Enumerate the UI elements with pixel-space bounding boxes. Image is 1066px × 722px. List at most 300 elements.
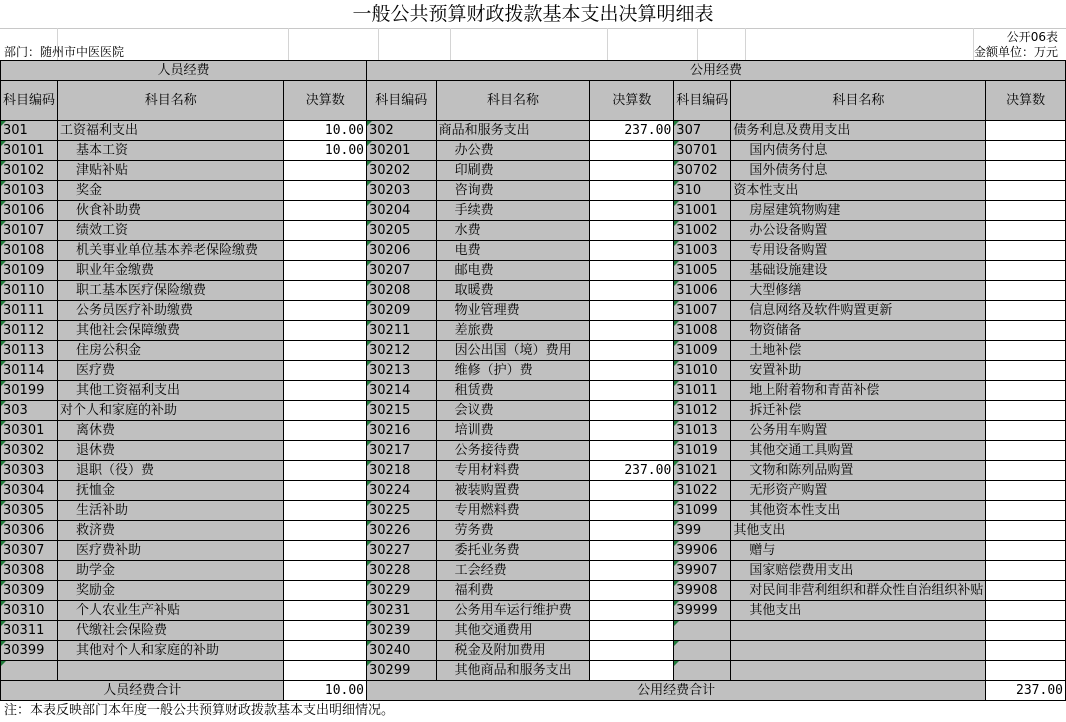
public-goods-item-amount [590, 621, 674, 641]
public-other-item-name: 办公设备购置 [731, 221, 986, 241]
public-other-item-name: 安置补助 [731, 361, 986, 381]
public-other-item-amount [986, 401, 1066, 421]
public-other-item-name [731, 641, 986, 661]
public-goods-item-amount [590, 581, 674, 601]
public-other-item-amount [986, 261, 1066, 281]
personnel-item-code: 30311 [1, 621, 58, 641]
public-other-item-code: 39906 [674, 541, 731, 561]
personnel-item-amount [284, 281, 367, 301]
public-other-item-code: 31002 [674, 221, 731, 241]
table-row [1, 241, 1066, 261]
public-other-item-name: 大型修缮 [731, 281, 986, 301]
personnel-item-name: 津贴补贴 [58, 161, 284, 181]
public-other-item-amount [986, 161, 1066, 181]
public-other-item-name: 无形资产购置 [731, 481, 986, 501]
public-other-item-name: 债务利息及费用支出 [731, 121, 986, 141]
personnel-item-name: 医疗费 [58, 361, 284, 381]
section-header-row [1, 61, 1066, 81]
public-goods-item-code: 30218 [367, 461, 437, 481]
title-divider [0, 28, 1066, 29]
personnel-item-code: 30304 [1, 481, 58, 501]
public-goods-item-amount [590, 301, 674, 321]
public-other-item-name: 赠与 [731, 541, 986, 561]
personnel-item-code: 30199 [1, 381, 58, 401]
public-other-item-code: 39999 [674, 601, 731, 621]
personnel-item-code: 30301 [1, 421, 58, 441]
personnel-item-code [1, 661, 58, 681]
personnel-item-name: 其他工资福利支出 [58, 381, 284, 401]
personnel-item-name: 工资福利支出 [58, 121, 284, 141]
public-other-item-amount [986, 281, 1066, 301]
personnel-item-amount [284, 341, 367, 361]
public-other-item-amount [986, 441, 1066, 461]
public-goods-item-code: 30240 [367, 641, 437, 661]
header-code: 科目编码 [674, 81, 731, 121]
personnel-item-amount [284, 461, 367, 481]
table-row [1, 441, 1066, 461]
public-goods-item-code: 30226 [367, 521, 437, 541]
public-other-item-name: 国内债务付息 [731, 141, 986, 161]
personnel-item-amount: 10.00 [284, 141, 367, 161]
public-total-amount: 237.00 [986, 681, 1066, 701]
personnel-item-name: 对个人和家庭的补助 [58, 401, 284, 421]
public-goods-item-code: 30211 [367, 321, 437, 341]
personnel-item-code: 30308 [1, 561, 58, 581]
personnel-item-name: 助学金 [58, 561, 284, 581]
public-other-item-code: 31021 [674, 461, 731, 481]
personnel-item-code: 30310 [1, 601, 58, 621]
public-other-item-code: 31010 [674, 361, 731, 381]
personnel-item-name: 伙食补助费 [58, 201, 284, 221]
personnel-item-code: 30107 [1, 221, 58, 241]
public-goods-item-code: 30214 [367, 381, 437, 401]
public-goods-item-name: 租赁费 [436, 381, 590, 401]
grid-line [288, 28, 289, 60]
table-row [1, 401, 1066, 421]
table-row [1, 321, 1066, 341]
personnel-item-name [58, 661, 284, 681]
personnel-item-name: 个人农业生产补贴 [58, 601, 284, 621]
public-other-item-code: 31013 [674, 421, 731, 441]
public-other-item-code [674, 661, 731, 681]
table-row [1, 201, 1066, 221]
public-goods-item-name: 差旅费 [436, 321, 590, 341]
header-name: 科目名称 [731, 81, 986, 121]
public-other-item-name: 其他交通工具购置 [731, 441, 986, 461]
personnel-item-code: 30103 [1, 181, 58, 201]
public-other-item-amount [986, 341, 1066, 361]
table-row [1, 141, 1066, 161]
public-other-item-name: 房屋建筑物购建 [731, 201, 986, 221]
personnel-item-amount [284, 421, 367, 441]
personnel-item-name: 退职（役）费 [58, 461, 284, 481]
public-other-item-amount [986, 421, 1066, 441]
public-other-item-amount [986, 241, 1066, 261]
public-other-item-code: 30702 [674, 161, 731, 181]
personnel-item-name: 医疗费补助 [58, 541, 284, 561]
public-goods-item-name: 公务接待费 [436, 441, 590, 461]
public-other-item-name: 地上附着物和青苗补偿 [731, 381, 986, 401]
public-goods-item-code: 30206 [367, 241, 437, 261]
public-goods-item-amount [590, 341, 674, 361]
personnel-item-code: 30109 [1, 261, 58, 281]
footnote: 注：本表反映部门本年度一般公共预算财政拨款基本支出明细情况。 [4, 703, 395, 718]
public-goods-item-name: 电费 [436, 241, 590, 261]
personnel-item-code: 30114 [1, 361, 58, 381]
public-goods-item-name: 水费 [436, 221, 590, 241]
personnel-item-code: 30399 [1, 641, 58, 661]
public-goods-item-code: 30203 [367, 181, 437, 201]
public-goods-item-name: 公务用车运行维护费 [436, 601, 590, 621]
unit-label: 金额单位：万元 [973, 45, 1058, 59]
public-other-item-amount [986, 141, 1066, 161]
personnel-item-amount [284, 521, 367, 541]
public-other-item-code: 31007 [674, 301, 731, 321]
public-other-item-amount [986, 641, 1066, 661]
table-row [1, 301, 1066, 321]
public-goods-item-amount [590, 201, 674, 221]
personnel-item-code: 30106 [1, 201, 58, 221]
personnel-item-name: 其他社会保障缴费 [58, 321, 284, 341]
personnel-item-name: 代缴社会保险费 [58, 621, 284, 641]
public-goods-item-code: 30239 [367, 621, 437, 641]
header-amount: 决算数 [986, 81, 1066, 121]
personnel-item-amount [284, 441, 367, 461]
personnel-item-code: 30303 [1, 461, 58, 481]
public-goods-item-amount [590, 161, 674, 181]
personnel-item-name: 基本工资 [58, 141, 284, 161]
personnel-item-amount [284, 161, 367, 181]
public-other-item-name: 其他支出 [731, 601, 986, 621]
public-other-item-name: 专用设备购置 [731, 241, 986, 261]
public-other-item-amount [986, 521, 1066, 541]
personnel-item-code: 30305 [1, 501, 58, 521]
public-other-item-amount [986, 561, 1066, 581]
personnel-item-name: 生活补助 [58, 501, 284, 521]
table-row [1, 521, 1066, 541]
public-goods-item-name: 专用材料费 [436, 461, 590, 481]
public-other-item-amount [986, 221, 1066, 241]
header-name: 科目名称 [58, 81, 284, 121]
personnel-item-amount [284, 501, 367, 521]
personnel-item-name: 住房公积金 [58, 341, 284, 361]
public-other-item-code: 31003 [674, 241, 731, 261]
public-other-item-name: 物资储备 [731, 321, 986, 341]
public-other-item-name: 信息网络及软件购置更新 [731, 301, 986, 321]
table-row [1, 601, 1066, 621]
table-row [1, 281, 1066, 301]
public-other-item-code [674, 621, 731, 641]
personnel-item-name: 职工基本医疗保险缴费 [58, 281, 284, 301]
personnel-item-amount [284, 381, 367, 401]
public-goods-item-name: 商品和服务支出 [436, 121, 590, 141]
personnel-item-name: 奖金 [58, 181, 284, 201]
public-goods-item-code: 30204 [367, 201, 437, 221]
personnel-item-name: 抚恤金 [58, 481, 284, 501]
public-goods-item-code: 30215 [367, 401, 437, 421]
public-goods-item-code: 30231 [367, 601, 437, 621]
public-goods-item-name: 会议费 [436, 401, 590, 421]
table-body [1, 121, 1066, 681]
public-goods-item-name: 咨询费 [436, 181, 590, 201]
table-row [1, 421, 1066, 441]
personnel-item-code: 30108 [1, 241, 58, 261]
expenditure-table [0, 60, 1066, 701]
section-public: 公用经费 [367, 61, 1066, 81]
header-amount: 决算数 [590, 81, 674, 121]
public-goods-item-name: 专用燃料费 [436, 501, 590, 521]
public-goods-item-code: 30201 [367, 141, 437, 161]
public-other-item-name: 其他资本性支出 [731, 501, 986, 521]
public-other-item-name [731, 621, 986, 641]
public-goods-item-amount [590, 241, 674, 261]
public-goods-item-name: 其他交通费用 [436, 621, 590, 641]
public-goods-item-name: 培训费 [436, 421, 590, 441]
personnel-item-name: 机关事业单位基本养老保险缴费 [58, 241, 284, 261]
public-other-item-code: 31008 [674, 321, 731, 341]
public-other-item-name: 基础设施建设 [731, 261, 986, 281]
public-other-item-amount [986, 621, 1066, 641]
table-row [1, 501, 1066, 521]
public-other-item-name: 公务用车购置 [731, 421, 986, 441]
personnel-item-amount [284, 321, 367, 341]
public-other-item-amount [986, 601, 1066, 621]
personnel-item-amount [284, 601, 367, 621]
public-goods-item-amount [590, 181, 674, 201]
public-goods-item-amount [590, 601, 674, 621]
public-other-item-amount [986, 541, 1066, 561]
public-goods-item-amount [590, 661, 674, 681]
public-total-label: 公用经费合计 [367, 681, 986, 701]
grid-line [745, 28, 746, 60]
table-row [1, 461, 1066, 481]
public-goods-item-name: 办公费 [436, 141, 590, 161]
personnel-item-name: 退休费 [58, 441, 284, 461]
personnel-item-amount [284, 181, 367, 201]
table-row [1, 621, 1066, 641]
public-goods-item-code: 30216 [367, 421, 437, 441]
public-goods-item-code: 30229 [367, 581, 437, 601]
table-row [1, 341, 1066, 361]
grid-line [450, 28, 451, 60]
table-row [1, 361, 1066, 381]
public-other-item-code: 39907 [674, 561, 731, 581]
personnel-item-amount [284, 301, 367, 321]
public-goods-item-name: 手续费 [436, 201, 590, 221]
header-code: 科目编码 [1, 81, 58, 121]
public-goods-item-name: 福利费 [436, 581, 590, 601]
personnel-item-amount [284, 641, 367, 661]
department-label: 部门：随州市中医医院 [4, 45, 125, 59]
public-other-item-name: 文物和陈列品购置 [731, 461, 986, 481]
table-row [1, 261, 1066, 281]
public-goods-item-code: 30225 [367, 501, 437, 521]
personnel-item-code: 30112 [1, 321, 58, 341]
public-goods-item-amount [590, 381, 674, 401]
personnel-item-name: 其他对个人和家庭的补助 [58, 641, 284, 661]
public-goods-item-name: 劳务费 [436, 521, 590, 541]
personnel-item-code: 30111 [1, 301, 58, 321]
public-other-item-code: 31022 [674, 481, 731, 501]
public-goods-item-amount [590, 261, 674, 281]
public-goods-item-amount [590, 501, 674, 521]
public-goods-item-code: 30213 [367, 361, 437, 381]
table-row [1, 641, 1066, 661]
public-goods-item-code: 30299 [367, 661, 437, 681]
personnel-item-amount [284, 541, 367, 561]
header-name: 科目名称 [436, 81, 590, 121]
public-goods-item-amount [590, 421, 674, 441]
public-other-item-amount [986, 381, 1066, 401]
column-header-row [1, 81, 1066, 121]
public-other-item-amount [986, 501, 1066, 521]
public-other-item-code: 31099 [674, 501, 731, 521]
personnel-total-amount: 10.00 [284, 681, 367, 701]
public-other-item-code: 31005 [674, 261, 731, 281]
personnel-item-code: 30110 [1, 281, 58, 301]
personnel-item-name: 绩效工资 [58, 221, 284, 241]
public-goods-item-code: 30208 [367, 281, 437, 301]
public-goods-item-name: 被装购置费 [436, 481, 590, 501]
personnel-item-code: 30302 [1, 441, 58, 461]
public-other-item-code: 31009 [674, 341, 731, 361]
personnel-item-code: 30309 [1, 581, 58, 601]
public-goods-item-amount [590, 641, 674, 661]
public-goods-item-amount [590, 441, 674, 461]
public-goods-item-code: 30202 [367, 161, 437, 181]
header-amount: 决算数 [284, 81, 367, 121]
public-goods-item-code: 30209 [367, 301, 437, 321]
public-other-item-code: 31001 [674, 201, 731, 221]
public-other-item-code: 31011 [674, 381, 731, 401]
personnel-item-amount [284, 361, 367, 381]
public-other-item-code: 399 [674, 521, 731, 541]
public-goods-item-amount [590, 541, 674, 561]
table-row [1, 481, 1066, 501]
public-other-item-amount [986, 301, 1066, 321]
public-goods-item-amount [590, 141, 674, 161]
personnel-item-code: 30306 [1, 521, 58, 541]
public-other-item-name: 对民间非营利组织和群众性自治组织补贴 [731, 581, 986, 601]
personnel-item-code: 30101 [1, 141, 58, 161]
public-goods-item-name: 邮电费 [436, 261, 590, 281]
public-goods-item-name: 因公出国（境）费用 [436, 341, 590, 361]
public-other-item-code: 310 [674, 181, 731, 201]
header-code: 科目编码 [367, 81, 437, 121]
personnel-item-amount [284, 621, 367, 641]
table-row [1, 181, 1066, 201]
public-goods-item-code: 30205 [367, 221, 437, 241]
personnel-item-code: 30102 [1, 161, 58, 181]
grid-line [697, 28, 698, 60]
public-goods-item-name: 税金及附加费用 [436, 641, 590, 661]
report-title: 一般公共预算财政拨款基本支出决算明细表 [352, 3, 714, 25]
table-row [1, 221, 1066, 241]
personnel-item-name: 离休费 [58, 421, 284, 441]
totals-row [1, 681, 1066, 701]
personnel-item-amount [284, 661, 367, 681]
public-goods-item-amount [590, 521, 674, 541]
public-other-item-name: 其他支出 [731, 521, 986, 541]
public-goods-item-amount [590, 221, 674, 241]
personnel-item-name: 职业年金缴费 [58, 261, 284, 281]
public-other-item-code: 31019 [674, 441, 731, 461]
public-other-item-code: 307 [674, 121, 731, 141]
grid-line [607, 28, 608, 60]
public-other-item-code [674, 641, 731, 661]
public-goods-item-amount [590, 561, 674, 581]
public-goods-item-name: 物业管理费 [436, 301, 590, 321]
public-other-item-code: 31012 [674, 401, 731, 421]
public-goods-item-amount [590, 281, 674, 301]
personnel-item-name: 救济费 [58, 521, 284, 541]
public-other-item-name: 土地补偿 [731, 341, 986, 361]
public-other-item-name: 国家赔偿费用支出 [731, 561, 986, 581]
public-goods-item-code: 30224 [367, 481, 437, 501]
section-personnel: 人员经费 [1, 61, 367, 81]
public-goods-item-amount: 237.00 [590, 461, 674, 481]
public-goods-item-code: 30227 [367, 541, 437, 561]
personnel-item-name: 奖励金 [58, 581, 284, 601]
personnel-item-code: 301 [1, 121, 58, 141]
public-other-item-code: 30701 [674, 141, 731, 161]
public-other-item-name [731, 661, 986, 681]
public-other-item-code: 39908 [674, 581, 731, 601]
public-other-item-amount [986, 181, 1066, 201]
public-other-item-amount [986, 661, 1066, 681]
public-goods-item-code: 30212 [367, 341, 437, 361]
personnel-item-amount [284, 241, 367, 261]
grid-line [378, 28, 379, 60]
personnel-item-amount [284, 221, 367, 241]
public-goods-item-name: 其他商品和服务支出 [436, 661, 590, 681]
table-row [1, 161, 1066, 181]
public-goods-item-name: 工会经费 [436, 561, 590, 581]
personnel-item-amount [284, 261, 367, 281]
personnel-item-amount [284, 581, 367, 601]
public-goods-item-amount [590, 321, 674, 341]
public-goods-item-amount: 237.00 [590, 121, 674, 141]
public-other-item-name: 拆迁补偿 [731, 401, 986, 421]
personnel-item-code: 30113 [1, 341, 58, 361]
public-other-item-amount [986, 321, 1066, 341]
personnel-total-label: 人员经费合计 [1, 681, 284, 701]
public-other-item-amount [986, 121, 1066, 141]
table-row [1, 581, 1066, 601]
public-other-item-code: 31006 [674, 281, 731, 301]
public-goods-item-code: 30217 [367, 441, 437, 461]
public-goods-item-code: 302 [367, 121, 437, 141]
personnel-item-code: 30307 [1, 541, 58, 561]
public-other-item-amount [986, 201, 1066, 221]
table-row [1, 381, 1066, 401]
public-goods-item-name: 委托业务费 [436, 541, 590, 561]
table-row [1, 541, 1066, 561]
public-goods-item-name: 取暖费 [436, 281, 590, 301]
public-other-item-name: 资本性支出 [731, 181, 986, 201]
public-goods-item-amount [590, 361, 674, 381]
personnel-item-amount [284, 561, 367, 581]
public-other-item-amount [986, 461, 1066, 481]
personnel-item-code: 303 [1, 401, 58, 421]
public-other-item-name: 国外债务付息 [731, 161, 986, 181]
personnel-item-amount: 10.00 [284, 121, 367, 141]
form-number: 公开06表 [1006, 30, 1058, 44]
table-row [1, 121, 1066, 141]
public-goods-item-amount [590, 401, 674, 421]
personnel-item-amount [284, 401, 367, 421]
table-row [1, 661, 1066, 681]
